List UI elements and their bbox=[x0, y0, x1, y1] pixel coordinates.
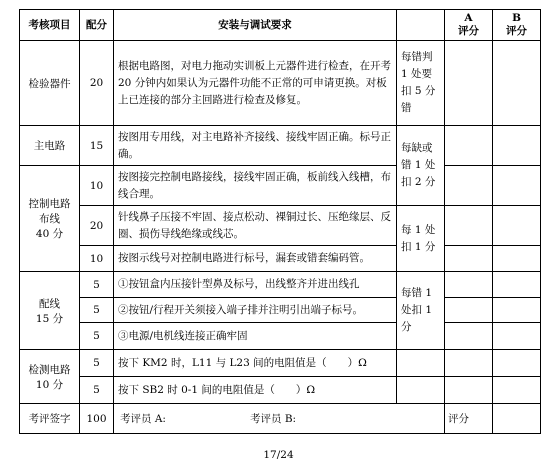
control-a-score-1[interactable] bbox=[445, 166, 493, 206]
control-item-l2: 布线 bbox=[39, 213, 60, 225]
control-a-score-3[interactable] bbox=[445, 246, 493, 272]
wiring-item-l2: 15 分 bbox=[35, 312, 64, 325]
main-b-score[interactable] bbox=[493, 126, 541, 166]
sign-rating-value[interactable] bbox=[493, 404, 541, 434]
control-item bbox=[20, 166, 80, 272]
header-row bbox=[20, 10, 541, 41]
wiring-a-score-2[interactable] bbox=[445, 298, 493, 323]
header-a bbox=[445, 10, 493, 41]
control-row-1 bbox=[20, 166, 541, 206]
wiring-requirement-1: ①按钮盒内压接针型鼻及标号，出线整齐并进出线孔 bbox=[114, 272, 397, 298]
main-item: 主电路 bbox=[20, 126, 80, 166]
wiring-score-3: 5 bbox=[80, 323, 114, 350]
wiring-b-score-2[interactable] bbox=[493, 298, 541, 323]
wiring-requirement-3: ③电源/电机线连接正确牢固 bbox=[114, 323, 397, 350]
sign-examiners bbox=[114, 404, 445, 434]
control-requirement-2: 针线鼻子压接不牢固、接点松动、裸铜过长、压绝缘层、反圈、损伤导线绝缘或线芯。 bbox=[114, 206, 397, 246]
wiring-a-score-1[interactable] bbox=[445, 272, 493, 298]
control-requirement-1: 按图接完控制电路接线，接线牢固正确，板前线入线槽，布线合理。 bbox=[114, 166, 397, 206]
detect-deduction-1 bbox=[397, 350, 445, 377]
detect-score-2: 5 bbox=[80, 377, 114, 404]
main-row bbox=[20, 126, 541, 166]
control-b-score-3[interactable] bbox=[493, 246, 541, 272]
detect-deduction-2 bbox=[397, 377, 445, 404]
detect-item-l1: 检测电路 bbox=[28, 363, 71, 376]
inspect-b-score[interactable] bbox=[493, 41, 541, 126]
detect-row-2 bbox=[20, 377, 541, 404]
detect-b-score-2[interactable] bbox=[493, 377, 541, 404]
control-score-2: 20 bbox=[80, 206, 114, 246]
control-deduction: 每 1 处扣 1 分 bbox=[397, 206, 445, 272]
examiner-b-label: 考评员 B: bbox=[250, 413, 297, 425]
wiring-b-score-3[interactable] bbox=[493, 323, 541, 350]
main-requirement: 按图用专用线，对主电路补齐接线、接线牢固正确。标号正确。 bbox=[114, 126, 397, 166]
header-a-letter: A bbox=[464, 12, 473, 24]
wiring-score-2: 5 bbox=[80, 298, 114, 323]
wiring-requirement-2: ②按钮/行程开关须接入端子排并注明引出端子标号。 bbox=[114, 298, 397, 323]
sign-rating-label: 评分 bbox=[445, 404, 493, 434]
inspect-requirement: 根据电路图，对电力拖动实训板上元器件进行检查，在开考 20 分钟内如果认为元器件功能不正常的可申请更换。对板上已连接的部分主回路进行检查及修复。 bbox=[114, 41, 397, 126]
inspect-a-score[interactable] bbox=[445, 41, 493, 126]
sign-score: 100 bbox=[80, 404, 114, 434]
wiring-b-score-1[interactable] bbox=[493, 272, 541, 298]
detect-requirement-1: 按下 KM2 时，L11 与 L23 间的电阻值是（ ）Ω bbox=[114, 350, 397, 377]
main-score: 15 bbox=[80, 126, 114, 166]
control-item-l3: 40 分 bbox=[35, 228, 64, 240]
control-row-2 bbox=[20, 206, 541, 246]
control-row-3 bbox=[20, 246, 541, 272]
inspect-item: 检验器件 bbox=[20, 41, 80, 126]
detect-item-l2: 10 分 bbox=[35, 378, 64, 391]
inspect-score: 20 bbox=[80, 41, 114, 126]
examiner-a-label: 考评员 A: bbox=[120, 413, 166, 425]
wiring-score-1: 5 bbox=[80, 272, 114, 298]
wiring-item bbox=[20, 272, 80, 350]
wiring-row-2 bbox=[20, 298, 541, 323]
control-a-score-2[interactable] bbox=[445, 206, 493, 246]
page-number: 17/24 bbox=[263, 449, 294, 461]
detect-requirement-2: 按下 SB2 时 0-1 间的电阻值是（ ）Ω bbox=[114, 377, 397, 404]
wiring-item-l1: 配线 bbox=[39, 297, 60, 310]
wiring-a-score-3[interactable] bbox=[445, 323, 493, 350]
main-a-score[interactable] bbox=[445, 126, 493, 166]
header-item: 考核项目 bbox=[20, 10, 80, 41]
control-score-3: 10 bbox=[80, 246, 114, 272]
header-b-letter: B bbox=[512, 12, 521, 24]
wiring-deduction: 每错 1 处扣 1 分 bbox=[397, 272, 445, 350]
header-requirement: 安装与调试要求 bbox=[114, 10, 397, 41]
header-a-label: 评分 bbox=[458, 25, 479, 37]
wiring-row-3 bbox=[20, 323, 541, 350]
control-requirement-3: 按图示线号对控制电路进行标号，漏套或错套编码管。 bbox=[114, 246, 397, 272]
sign-row bbox=[20, 404, 541, 434]
detect-item bbox=[20, 350, 80, 404]
control-b-score-1[interactable] bbox=[493, 166, 541, 206]
header-score: 配分 bbox=[80, 10, 114, 41]
detect-a-score-1[interactable] bbox=[445, 350, 493, 377]
inspect-row bbox=[20, 41, 541, 126]
main-deduction: 每缺或错 1 处扣 2 分 bbox=[397, 126, 445, 206]
header-deduction bbox=[397, 10, 445, 41]
inspect-deduction: 每错判 1 处要扣 5 分错 bbox=[397, 41, 445, 126]
assessment-table bbox=[19, 9, 541, 434]
control-b-score-2[interactable] bbox=[493, 206, 541, 246]
detect-b-score-1[interactable] bbox=[493, 350, 541, 377]
detect-row-1 bbox=[20, 350, 541, 377]
control-score-1: 10 bbox=[80, 166, 114, 206]
control-item-l1: 控制电路 bbox=[28, 198, 71, 210]
wiring-row-1 bbox=[20, 272, 541, 298]
detect-a-score-2[interactable] bbox=[445, 377, 493, 404]
header-b-label: 评分 bbox=[506, 25, 527, 37]
header-b bbox=[493, 10, 541, 41]
detect-score-1: 5 bbox=[80, 350, 114, 377]
sign-item: 考评签字 bbox=[20, 404, 80, 434]
